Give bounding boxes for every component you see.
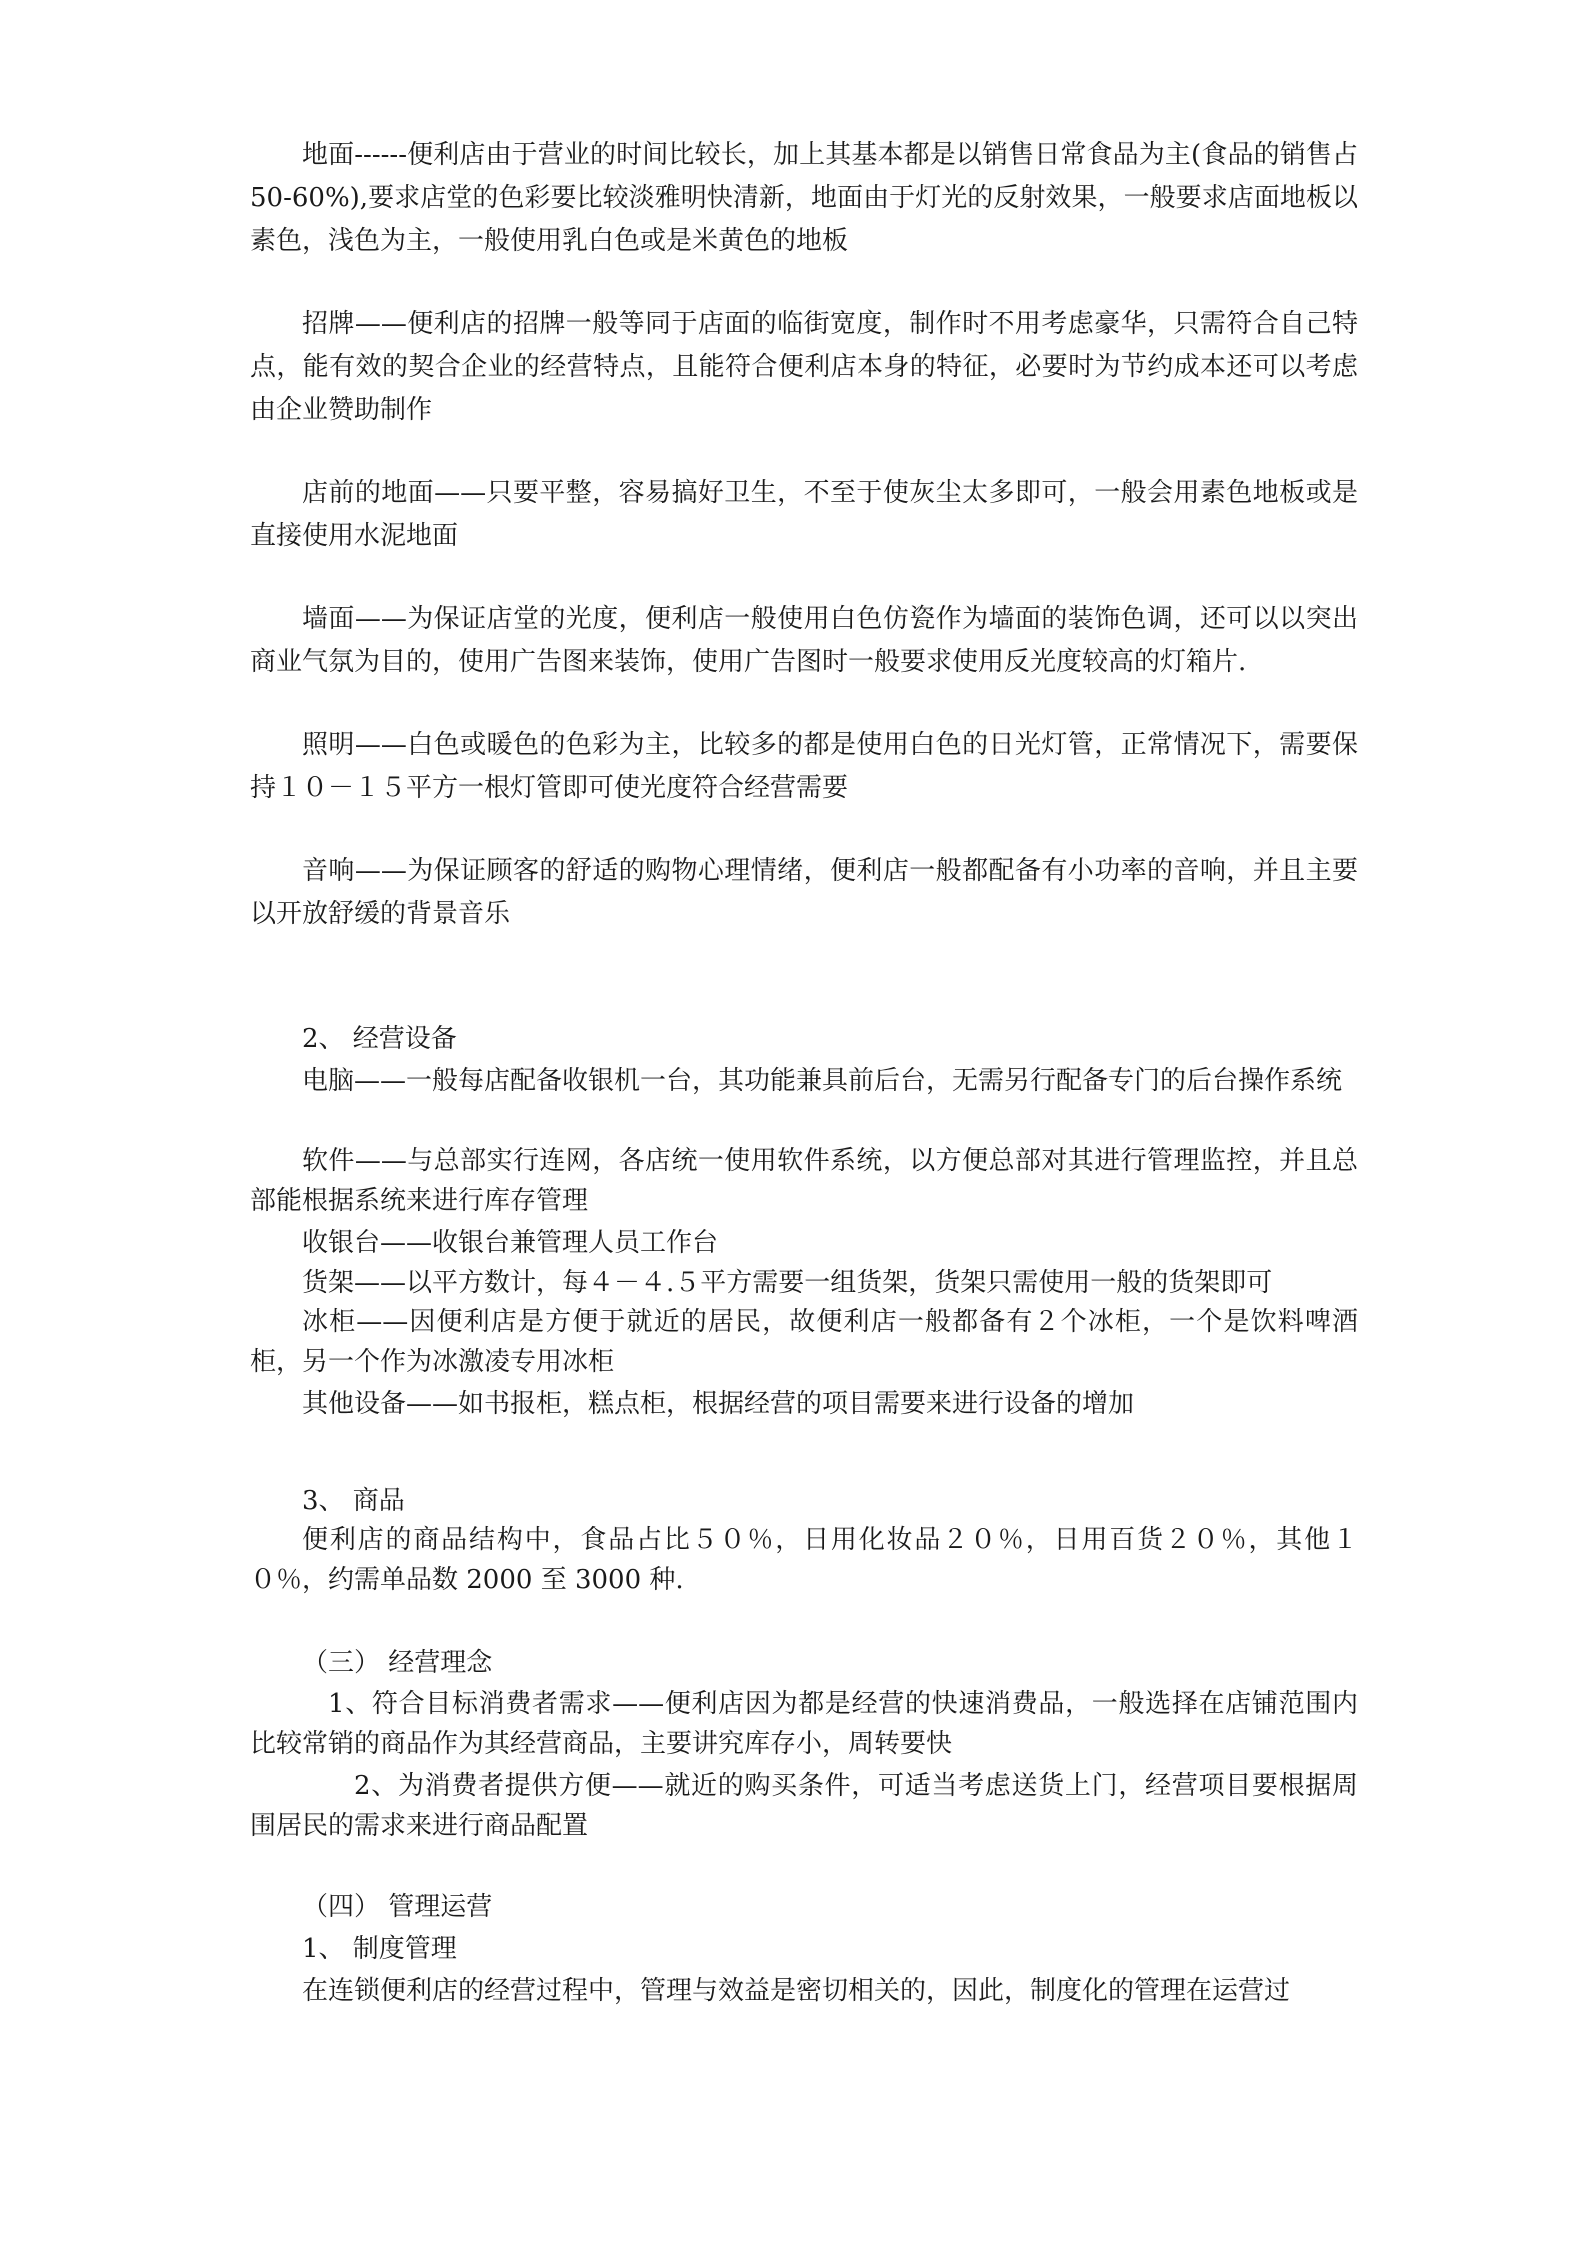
philosophy-point-1: 1、符合目标消费者需求——便利店因为都是经营的快速消费品，一般选择在店铺范围内比较常销的商品作为其经营商品，主要讲究库存小，周转要快 [250,1689,1358,1759]
equipment-shelves: 货架——以平方数计，每４－４.５平方需要一组货架，货架只需使用一般的货架即可 [302,1268,1273,1298]
management-heading: （四） 管理运营 [302,1892,493,1922]
philosophy-point-2: 2、为消费者提供方便——就近的购买条件，可适当考虑送货上门，经营项目要根据周围居民的需求来进行商品配置 [250,1771,1358,1841]
audio-paragraph: 音响——为保证顾客的舒适的购物心理情绪，便利店一般都配备有小功率的音响，并且主要以开放舒缓的背景音乐 [250,856,1358,929]
wall-paragraph: 墙面——为保证店堂的光度，便利店一般使用白色仿瓷作为墙面的装饰色调，还可以以突出商业气氛为目的，使用广告图来装饰，使用广告图时一般要求使用反光度较高的灯箱片. [250,604,1358,677]
equipment-other: 其他设备——如书报柜，糕点柜，根据经营的项目需要来进行设备的增加 [302,1389,1135,1419]
equipment-fridge: 冰柜——因便利店是方便于就近的居民，故便利店一般都备有２个冰柜，一个是饮料啤酒柜，另一个作为冰激凌专用冰柜 [250,1307,1358,1377]
lighting-paragraph: 照明——白色或暖色的色彩为主，比较多的都是使用白色的日光灯管，正常情况下，需要保持１０－１５平方一根灯管即可使光度符合经营需要 [250,730,1358,803]
goods-heading: 3、 商品 [302,1486,405,1516]
equipment-heading: 2、 经营设备 [302,1024,457,1054]
management-sub-heading: 1、 制度管理 [302,1934,457,1964]
signboard-paragraph: 招牌——便利店的招牌一般等同于店面的临街宽度，制作时不用考虑豪华，只需符合自己特点，能有效的契合企业的经营特点，且能符合便利店本身的特征，必要时为节约成本还可以考虑由企业赞助制作 [250,309,1358,425]
floor-paragraph: 地面------便利店由于营业的时间比较长，加上其基本都是以销售日常食品为主(食品的销售占 50-60%),要求店堂的色彩要比较淡雅明快清新，地面由于灯光的反射效果，一般要求店面地板以素色，浅色为主，一般使用乳白色或是米黄色的地板 [250,140,1358,256]
goods-text: 便利店的商品结构中，食品占比５０％，日用化妆品２０％，日用百货２０％，其他１０％，约需单品数 2000 至 3000 种. [250,1525,1358,1595]
philosophy-heading: （三） 经营理念 [302,1648,493,1678]
front-ground-paragraph: 店前的地面——只要平整，容易搞好卫生，不至于使灰尘太多即可，一般会用素色地板或是直接使用水泥地面 [250,478,1358,551]
equipment-software: 软件——与总部实行连网，各店统一使用软件系统，以方便总部对其进行管理监控，并且总部能根据系统来进行库存管理 [250,1146,1358,1216]
management-text: 在连锁便利店的经营过程中，管理与效益是密切相关的，因此，制度化的管理在运营过 [302,1976,1291,2006]
equipment-computer: 电脑——一般每店配备收银机一台，其功能兼具前后台，无需另行配备专门的后台操作系统 [302,1066,1343,1096]
equipment-cashier: 收银台——收银台兼管理人员工作台 [302,1228,719,1258]
